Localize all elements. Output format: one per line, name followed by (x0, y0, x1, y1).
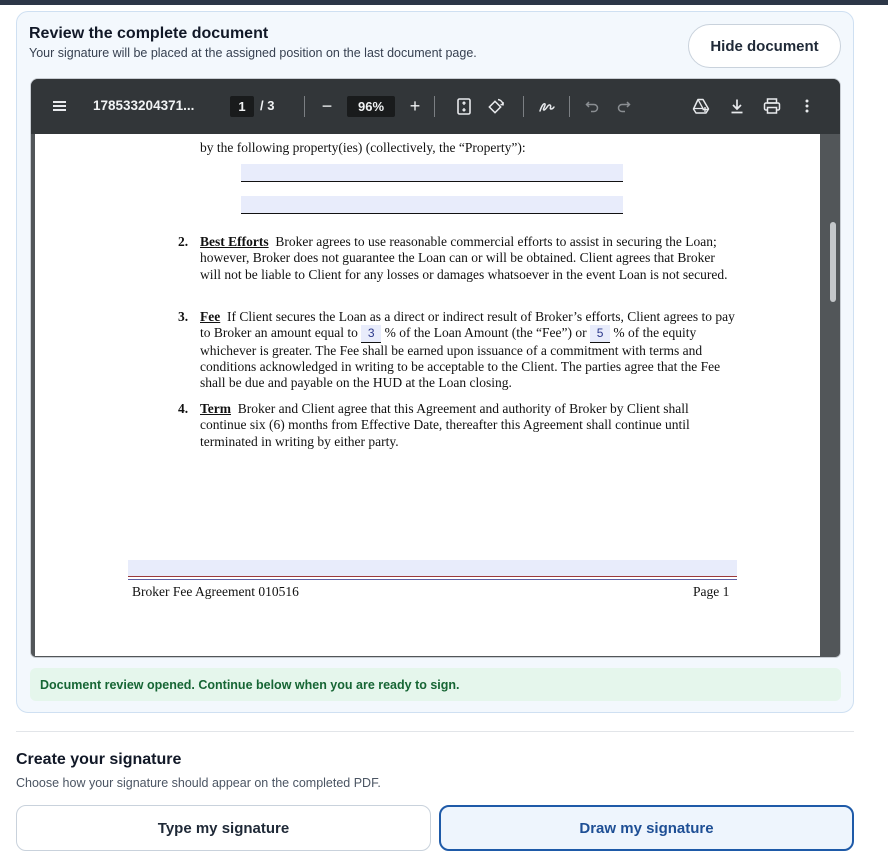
clause-text: Broker agrees to use reasonable commercial efforts to assist in securing the Loan; however, Broker does not guarantee the Loan can or will be obtained. Client agrees that Broker will not be liable to Client for any losses or damages whatsoever in the event Loan is not secured. (200, 234, 728, 282)
document-page (35, 134, 820, 656)
zoom-level-input[interactable]: 96% (347, 96, 395, 117)
property-line: by the following property(ies) (collectively, the “Property”): (200, 140, 526, 155)
undo-icon[interactable] (584, 97, 600, 115)
clause-text: % of the equity whichever is greater. The Fee shall be earned upon issuance of a commitment with terms and conditions acknowledged in writing to be acceptable to the Client. The parties agree that the Fee shall be due and payable on the HUD at the Loan closing. (200, 325, 721, 391)
toolbar-divider (569, 96, 570, 117)
download-icon[interactable] (728, 96, 746, 116)
clause-heading: Best Efforts (200, 234, 269, 249)
toolbar-divider (304, 96, 305, 117)
clause-number: 2. (178, 234, 189, 249)
status-message: Document review opened. Continue below when you are ready to sign. (30, 668, 841, 701)
signature-title: Create your signature (16, 751, 182, 768)
clause-heading: Term (200, 401, 231, 416)
pdf-viewer (30, 78, 841, 658)
clause-text: % of the Loan Amount (the “Fee”) or (384, 325, 587, 341)
toolbar-divider (523, 96, 524, 117)
property-field[interactable] (241, 164, 623, 182)
page-number-input[interactable]: 1 (230, 96, 254, 117)
footer-rule (128, 576, 737, 577)
document-name: 178533204371... (93, 98, 195, 113)
section-divider (16, 731, 854, 732)
toolbar-divider (434, 96, 435, 117)
clause-text: If Client secures the Loan as a direct or indirect result of Broker’s efforts, Client agrees to pay to Broker an amount equal to (200, 309, 735, 341)
annotate-icon[interactable] (537, 96, 557, 116)
hide-document-button[interactable]: Hide document (688, 24, 841, 68)
page-total: / 3 (260, 98, 275, 113)
zoom-out-button[interactable]: − (321, 95, 333, 116)
menu-icon[interactable] (51, 98, 69, 114)
rotate-icon[interactable] (486, 96, 506, 116)
drive-icon[interactable] (691, 96, 711, 116)
footer-page-number: Page 1 (693, 584, 730, 599)
redo-icon[interactable] (616, 97, 632, 115)
clause-number: 4. (178, 401, 189, 416)
footer-doc-title: Broker Fee Agreement 010516 (132, 584, 299, 599)
property-field[interactable] (241, 196, 623, 214)
zoom-in-button[interactable]: + (409, 95, 421, 116)
scrollbar-thumb[interactable] (830, 222, 836, 302)
clause-heading: Fee (200, 309, 221, 324)
clause-text: Broker and Client agree that this Agreement and authority of Broker by Client shall continue six (6) months from Effective Date, thereafter this Agreement shall continue until terminated in writing by either party. (200, 401, 690, 449)
clause-number: 3. (178, 309, 189, 324)
fee-percent-field[interactable]: 3 (361, 325, 381, 342)
more-icon[interactable] (802, 96, 812, 116)
document-area[interactable] (31, 134, 840, 658)
review-panel (16, 11, 854, 713)
pdf-toolbar (31, 79, 840, 134)
footer-rule (128, 579, 737, 580)
footer-field[interactable] (128, 560, 737, 576)
review-title: Review the complete document (29, 25, 269, 42)
top-strip (0, 0, 888, 5)
signature-subtitle: Choose how your signature should appear on the completed PDF. (16, 776, 381, 790)
print-icon[interactable] (762, 96, 782, 116)
type-signature-button[interactable]: Type my signature (16, 805, 431, 851)
draw-signature-button[interactable]: Draw my signature (439, 805, 854, 851)
fit-page-icon[interactable] (456, 97, 472, 115)
review-subtitle: Your signature will be placed at the assigned position on the last document page. (29, 46, 477, 60)
equity-percent-field[interactable]: 5 (590, 325, 610, 342)
